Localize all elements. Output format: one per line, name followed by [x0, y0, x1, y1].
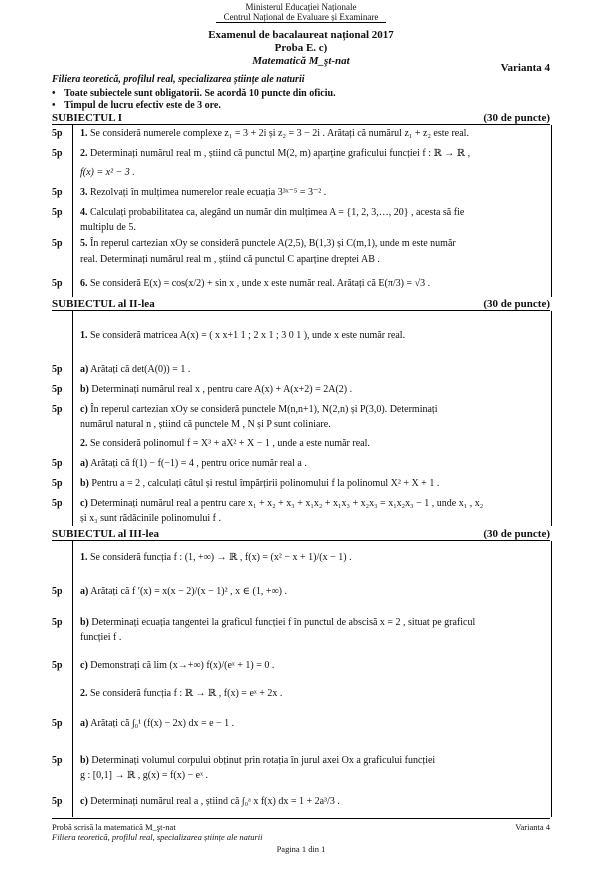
exam-page: Ministerul Educației Naționale Centrul Național de Evaluare și Examinare Examenul de bacalaureat național 2017 Proba E. c) Matematică M_şt-nat Varianta 4 Filiera teoretică, profilul real, specializarea științe ale naturii • Toate subiectele sunt obligatorii. Se acordă 10 puncte din oficiu. • Timpul de lucru efectiv este de 3 ore. SUBIECTUL I (30 de puncte) 5p 1. Se consideră numerele complexe z₁ = 3 + 2i și z₂ = 3 − 2i . Arătați că numărul z₁ + z₂ este real. 5p 2. Determinați numărul real m , știind că punctul M(2, m) aparține graficului funcției f : ℝ → ℝ , f(x) = x² − 3 . 5p 3. Rezolvați în mulțimea numerelor reale ecuația 3³ˣ⁻⁵ = 3⁻² . 5p 4. Calculați probabilitatea ca, alegând un număr din mulțimea A = {1, 2, 3,…, 20} , acesta să fie multiplu de 5. 5p 5. În reperul cartezian xOy se consideră punctele A(2,5), B(1,3) și C(m,1), unde m este număr real. Determinați numărul real m , știind că punctul C aparține dreptei AB . 5p 6. Se consideră E(x) = cos(x/2) + sin x , unde x este număr real. Arătați că E(π/3) = √3 . SUBIECTUL al II-lea (30 de puncte) 1. Se consideră matricea A(x) = ( x x+1 1 ; 2 x 1 ; 3 0 1 ), unde x este număr real. 5p a) Arătați că det(A(0)) = 1 . 5p b) Determinați numărul real x , pentru care A(x) + A(x+2) = 2A(2) . 5p c) În reperul cartezian xOy se consideră punctele M(n,n+1), N(2,n) și P(3,0). Determinați numărul natural n , știind că punctele M , N și P sunt coliniare. 2. Se consideră polinomul f = X³ + aX² + X − 1 , unde a este număr real. 5p a) Arătați că f(1) − f(−1) = 4 , pentru orice număr real a . 5p b) Pentru a = 2 , calculați câtul și restul împărțirii polinomului f la polinomul X² + X + 1 . 5p c) Determinați numărul real a pentru care x₁ + x₂ + x₃ + x₁x₂ + x₁x₃ + x₂x₃ = x₁x₂x₃ − 1 , unde x₁ , x₂ și x₃ sunt rădăcinile polinomului f . SUBIECTUL al III-lea (30 de puncte) 1. Se consideră funcția f : (1, +∞) → ℝ , f(x) = (x² − x + 1)/(x − 1) . 5p a) Arătați că f ′(x) = x(x − 2)/(x − 1)² , x ∈ (1, +∞) . 5p b) Determinați ecuația tangentei la graficul funcției f în punctul de abscisă x = 2 , situat pe graficul funcției f . 5p c) Demonstrați că lim (x→+∞) f(x)/(eˣ + 1) = 0 . 2. Se consideră funcția f : ℝ → ℝ , f(x) = eˣ + 2x . 5p a) Arătați că ∫₀¹ (f(x) − 2x) dx = e − 1 . 5p b) Determinați volumul corpului obținut prin rotația în jurul axei Ox a graficului funcției g : [0,1] → ℝ , g(x) = f(x) − eˣ . 5p c) Determinați numărul real a , știind că ∫₀ᵃ x f(x) dx = 1 + 2a³/3 . Probă scrisă la matematică M_şt-nat Filiera teoretică, profilul real, specializarea științe ale naturii Varianta 4 Pagina 1 din 1: [0, 0, 602, 876]
bullet-item: • Timpul de lucru efectiv este de 3 ore.: [52, 100, 221, 111]
score: 5p: [52, 404, 63, 415]
section-points: (30 de puncte): [483, 528, 550, 540]
score: 5p: [52, 755, 63, 766]
problem-text: În reperul cartezian xOy se consideră punctele M(n,n+1), N(2,n) și P(3,0). Determinați: [90, 404, 438, 415]
bullet-item: • Toate subiectele sunt obligatorii. Se acordă 10 puncte din oficiu.: [52, 88, 336, 99]
score: 5p: [52, 364, 63, 375]
section-title: SUBIECTUL al II-lea: [52, 298, 155, 310]
footer-divider: [52, 818, 550, 819]
score: 5p: [52, 617, 63, 628]
problem-text: Demonstrați că lim (x→+∞) f(x)/(eˣ + 1) = 0 .: [90, 660, 275, 671]
score: 5p: [52, 278, 63, 289]
footer-filiera: Filiera teoretică, profilul real, specializarea științe ale naturii: [52, 832, 263, 842]
section-points: (30 de puncte): [483, 112, 550, 124]
problem-text: real. Determinați numărul real m , știind că punctul C aparține dreptei AB .: [80, 254, 380, 265]
score: 5p: [52, 128, 63, 139]
page-header: [0, 2, 602, 68]
score: 5p: [52, 458, 63, 469]
problem-text: Se consideră E(x) = cos(x/2) + sin x , unde x este număr real. Arătați că E(π/3) = √3 .: [90, 278, 431, 289]
score: 5p: [52, 586, 63, 597]
proba-title: Proba E. c): [274, 42, 328, 54]
problem-text: Determinați volumul corpului obținut prin rotația în jurul axei Ox a graficului funcției: [91, 755, 436, 766]
problem-text: numărul natural n , știind că punctele M , N și P sunt coliniare.: [80, 419, 331, 430]
problem-text: Se consideră numerele complexe z₁ = 3 + 2i și z₂ = 3 − 2i . Arătați că numărul z₁ + z₂ este real.: [90, 128, 469, 139]
score: 5p: [52, 187, 63, 198]
section-header-3: [52, 528, 550, 541]
problem-text: Se consideră polinomul f = X³ + aX² + X − 1 , unde a este număr real.: [90, 438, 370, 449]
problem-text: funcției f .: [80, 632, 122, 643]
score: 5p: [52, 796, 63, 807]
center-name: Centrul Național de Evaluare și Examinare: [216, 12, 386, 23]
score: 5p: [52, 478, 63, 489]
section-title: SUBIECTUL I: [52, 112, 123, 124]
problem-text: Rezolvați în mulțimea numerelor reale ecuația 3³ˣ⁻⁵ = 3⁻² .: [90, 187, 327, 198]
problem-text: Se consideră funcția f : ℝ → ℝ , f(x) = eˣ + 2x .: [90, 688, 283, 699]
problem-text: Arătați că det(A(0)) = 1 .: [90, 364, 191, 375]
section-title: SUBIECTUL al III-lea: [52, 528, 159, 540]
score: 5p: [52, 498, 63, 509]
problem-text: În reperul cartezian xOy se consideră punctele A(2,5), B(1,3) și C(m,1), unde m este număr: [90, 238, 456, 249]
score: 5p: [52, 238, 63, 249]
footer-varianta: Varianta 4: [515, 822, 550, 832]
problem-text: Determinați ecuația tangentei la graficul funcției f în punctul de abscisă x = 2 , situat pe graficul: [91, 617, 476, 628]
problem-text: Determinați numărul real a pentru care x₁ + x₂ + x₃ + x₁x₂ + x₁x₃ + x₂x₃ = x₁x₂x₃ − 1 , unde x₁ , x₂: [90, 498, 484, 509]
problem-text: Calculați probabilitatea ca, alegând un număr din mulțimea A = {1, 2, 3,…, 20} , acesta să fie: [90, 207, 465, 218]
problem-text: multiplu de 5.: [80, 222, 136, 233]
score: 5p: [52, 660, 63, 671]
score: 5p: [52, 148, 63, 159]
problem-text: Determinați numărul real a , știind că ∫₀ᵃ x f(x) dx = 1 + 2a³/3 .: [90, 796, 340, 807]
problem-text: Determinați numărul real x , pentru care A(x) + A(x+2) = 2A(2) .: [91, 384, 353, 395]
problem-text: Determinați numărul real m , știind că punctul M(2, m) aparține graficului funcției f : ℝ → ℝ ,: [90, 148, 471, 159]
ministry-name: Ministerul Educației Naționale: [245, 2, 357, 12]
score: 5p: [52, 384, 63, 395]
problem-text: Se consideră matricea A(x) = ( x x+1 1 ; 2 x 1 ; 3 0 1 ), unde x este număr real.: [90, 330, 406, 341]
footer-left: [52, 822, 263, 842]
varianta-label: Varianta 4: [500, 62, 550, 74]
problem-text: și x₃ sunt rădăcinile polinomului f .: [80, 513, 221, 524]
page-number: Pagina 1 din 1: [276, 844, 326, 854]
section-header-1: [52, 112, 550, 125]
problem-text: g : [0,1] → ℝ , g(x) = f(x) − eˣ .: [80, 770, 209, 781]
problem-text: Arătați că f ′(x) = x(x − 2)/(x − 1)² , x ∈ (1, +∞) .: [90, 586, 287, 597]
section-points: (30 de puncte): [483, 298, 550, 310]
problem-text: Se consideră funcția f : (1, +∞) → ℝ , f(x) = (x² − x + 1)/(x − 1) .: [90, 552, 352, 563]
exam-title: Examenul de bacalaureat național 2017: [208, 29, 394, 41]
score: 5p: [52, 718, 63, 729]
problem-text: Pentru a = 2 , calculați câtul și restul împărțirii polinomului f la polinomul X² + X + 1 .: [91, 478, 440, 489]
section-header-2: [52, 298, 550, 311]
problem-text: Arătați că ∫₀¹ (f(x) − 2x) dx = e − 1 .: [90, 718, 235, 729]
problem-text: f(x) = x² − 3 .: [80, 167, 135, 178]
footer-subject: Probă scrisă la matematică M_şt-nat: [52, 822, 176, 832]
filiera-text: Filiera teoretică, profilul real, specializarea științe ale naturii: [52, 74, 305, 85]
score: 5p: [52, 207, 63, 218]
subject-title: Matematică M_şt-nat: [252, 55, 350, 67]
problem-text: Arătați că f(1) − f(−1) = 4 , pentru orice număr real a .: [90, 458, 307, 469]
